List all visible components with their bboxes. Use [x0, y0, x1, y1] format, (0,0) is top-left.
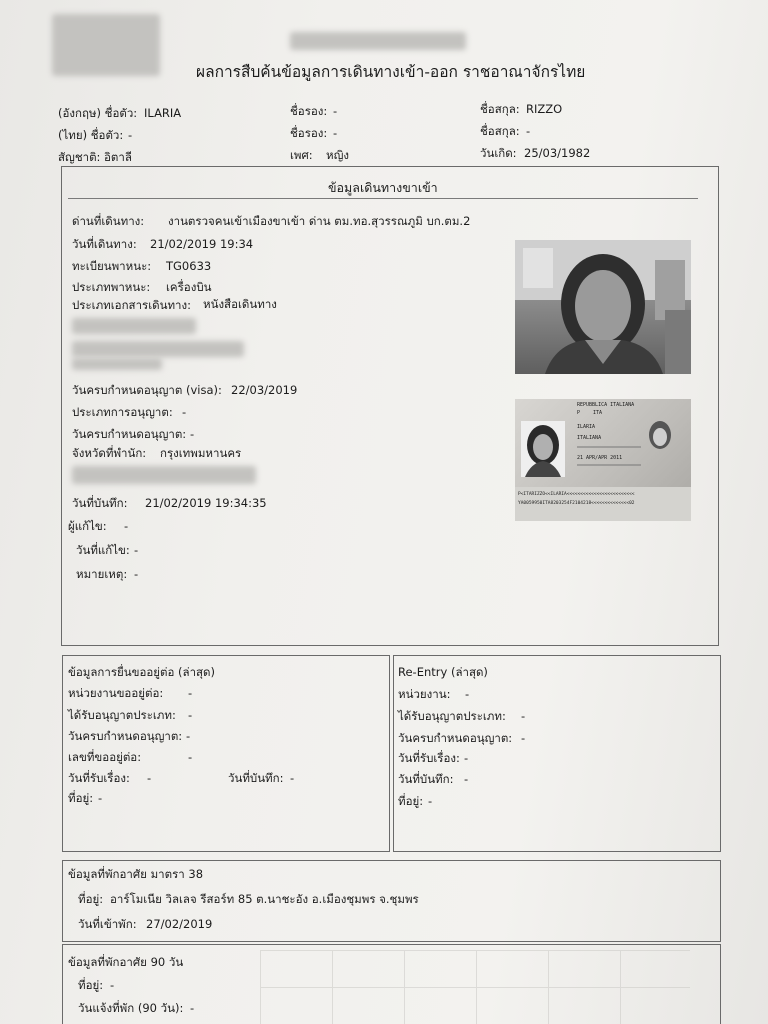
reentry-expiry-value: -	[521, 731, 526, 745]
residence-38-checkin-value: 27/02/2019	[146, 917, 213, 931]
reentry-section-title: Re-Entry (ล่าสุด)	[398, 665, 488, 679]
passport-code: ITA	[593, 410, 603, 416]
redacted-doc-line-2	[72, 358, 162, 370]
page-title: ผลการสืบค้นข้อมูลการเดินทางเข้า-ออก ราชอาณาจักรไทย	[196, 63, 586, 81]
reentry-permit-type-value: -	[521, 709, 526, 723]
sex-value: หญิง	[326, 148, 349, 162]
travel-section-title: ข้อมูลเดินทางขาเข้า	[328, 180, 438, 195]
last-name-th-label: ชื่อสกุล:	[480, 124, 520, 138]
reentry-received-label: วันที่รับเรื่อง:	[398, 751, 460, 765]
residence-38-address-value: อาร์โมเนีย วิลเลจ รีสอร์ท 85 ต.นาชะอัง อ.เมืองชุมพร จ.ชุมพร	[110, 892, 419, 906]
vehicle-type-label: ประเภทพาหนะ:	[72, 280, 151, 294]
permit-expiry-label: วันครบกำหนดอนุญาต:	[72, 427, 187, 441]
middle-name-th-label: ชื่อรอง:	[290, 126, 328, 140]
extension-address-value: -	[98, 791, 103, 805]
extension-expiry-value: -	[186, 729, 191, 743]
permit-type-value: -	[182, 405, 187, 419]
reentry-unit-label: หน่วยงาน:	[398, 687, 451, 701]
residence-90-address-value: -	[110, 978, 115, 992]
dob-value: 25/03/1982	[524, 146, 591, 160]
redacted-passport-no	[72, 318, 196, 334]
middle-name-en-value: -	[333, 104, 338, 118]
residence-90-title: ข้อมูลที่พักอาศัย 90 วัน	[68, 955, 184, 969]
residence-38-checkin-label: วันที่เข้าพัก:	[78, 917, 137, 931]
edit-date-value: -	[134, 543, 139, 557]
nationality-label: สัญชาติ:	[58, 150, 101, 164]
passport-mrz-line-1: P<ITARIZZO<<ILARIA<<<<<<<<<<<<<<<<<<<<<<<<<	[518, 492, 635, 497]
vehicle-reg-label: ทะเบียนพาหนะ:	[72, 259, 152, 273]
recorded-label: วันที่บันทึก:	[72, 496, 128, 510]
reentry-unit-value: -	[465, 687, 470, 701]
first-name-en-label: (อังกฤษ) ชื่อตัว:	[58, 106, 138, 120]
first-name-th-label: (ไทย) ชื่อตัว:	[58, 128, 124, 142]
residence-90-address-label: ที่อยู่:	[78, 978, 104, 992]
passport-country: REPUBBLICA ITALIANA	[577, 402, 635, 408]
reentry-permit-type-label: ได้รับอนุญาตประเภท:	[398, 709, 506, 723]
reentry-address-value: -	[428, 794, 433, 808]
extension-request-no-label: เลขที่ขออยู่ต่อ:	[68, 750, 142, 764]
middle-name-th-value: -	[333, 126, 338, 140]
extension-received-label: วันที่รับเรื่อง:	[68, 771, 130, 785]
extension-unit-value: -	[188, 686, 193, 700]
last-name-en-label: ชื่อสกุล:	[480, 102, 520, 116]
redacted-doc-line	[72, 341, 244, 357]
last-name-th-value: -	[526, 124, 531, 138]
dob-label: วันเกิด:	[480, 146, 517, 160]
doc-type-label: ประเภทเอกสารเดินทาง:	[72, 298, 191, 312]
edit-date-label: วันที่แก้ไข:	[76, 543, 130, 557]
recorded-value: 21/02/2019 19:34:35	[145, 496, 267, 510]
passport-mrz-line-2: YA0059950ITA8203254F2104218<<<<<<<<<<<<<<02	[518, 501, 635, 506]
vehicle-type-value: เครื่องบิน	[166, 280, 212, 294]
extension-permit-type-value: -	[188, 708, 193, 722]
passport-copy	[515, 399, 691, 521]
first-name-en-value: ILARIA	[144, 106, 182, 120]
province-value: กรุงเทพมหานคร	[160, 446, 242, 460]
extension-expiry-label: วันครบกำหนดอนุญาต:	[68, 729, 183, 743]
province-label: จังหวัดที่พำนัก:	[72, 446, 147, 460]
editor-label: ผู้แก้ไข:	[68, 519, 107, 533]
note-value: -	[134, 567, 139, 581]
redacted-info	[72, 466, 256, 484]
first-name-th-value: -	[128, 128, 133, 142]
extension-request-no-value: -	[188, 750, 193, 764]
extension-permit-type-label: ได้รับอนุญาตประเภท:	[68, 708, 176, 722]
nationality-value: อิตาลี	[104, 150, 132, 164]
residence-90-grid	[260, 950, 690, 1024]
visa-expiry-value: 22/03/2019	[231, 383, 298, 397]
extension-received-value: -	[147, 771, 152, 785]
extension-recorded-value: -	[290, 771, 295, 785]
vehicle-reg-value: TG0633	[166, 259, 212, 273]
redacted-logo	[52, 14, 160, 76]
travel-date-label: วันที่เดินทาง:	[72, 237, 137, 251]
visa-expiry-label: วันครบกำหนดอนุญาต (visa):	[72, 383, 222, 397]
section-title-underline	[68, 198, 698, 199]
reentry-recorded-value: -	[464, 772, 469, 786]
last-name-en-value: RIZZO	[526, 102, 563, 116]
reentry-expiry-label: วันครบกำหนดอนุญาต:	[398, 731, 513, 745]
extension-section-title: ข้อมูลการยื่นขออยู่ต่อ (ล่าสุด)	[68, 665, 216, 679]
residence-38-title: ข้อมูลที่พักอาศัย มาตรา 38	[68, 867, 204, 881]
note-label: หมายเหตุ:	[76, 567, 128, 581]
middle-name-en-label: ชื่อรอง:	[290, 104, 328, 118]
reentry-received-value: -	[464, 751, 469, 765]
doc-type-value: หนังสือเดินทาง	[203, 297, 277, 311]
traveler-photo	[515, 240, 691, 374]
passport-nationality: ITALIANA	[577, 435, 602, 441]
checkpoint-value: งานตรวจคนเข้าเมืองขาเข้า ด่าน ตม.ทอ.สุวรรณภูมิ บก.ตม.2	[168, 214, 471, 228]
residence-90-report-label: วันแจ้งที่พัก (90 วัน):	[78, 1001, 184, 1015]
passport-issue-date: 21 APR/APR 2011	[577, 455, 623, 461]
permit-type-label: ประเภทการอนุญาต:	[72, 405, 173, 419]
passport-type: P	[577, 410, 581, 416]
editor-value: -	[124, 519, 129, 533]
travel-date-value: 21/02/2019 19:34	[150, 237, 254, 251]
sex-label: เพศ:	[290, 148, 313, 162]
residence-38-address-label: ที่อยู่:	[78, 892, 104, 906]
redacted-header-line	[290, 32, 466, 50]
reentry-recorded-label: วันที่บันทึก:	[398, 772, 454, 786]
residence-90-report-value: -	[190, 1001, 195, 1015]
extension-address-label: ที่อยู่:	[68, 791, 94, 805]
permit-expiry-value: -	[190, 427, 195, 441]
extension-recorded-label: วันที่บันทึก:	[228, 771, 284, 785]
passport-given-name: ILARIA	[577, 424, 596, 430]
checkpoint-label: ด่านที่เดินทาง:	[72, 214, 145, 228]
extension-unit-label: หน่วยงานขออยู่ต่อ:	[68, 686, 164, 700]
reentry-address-label: ที่อยู่:	[398, 794, 424, 808]
